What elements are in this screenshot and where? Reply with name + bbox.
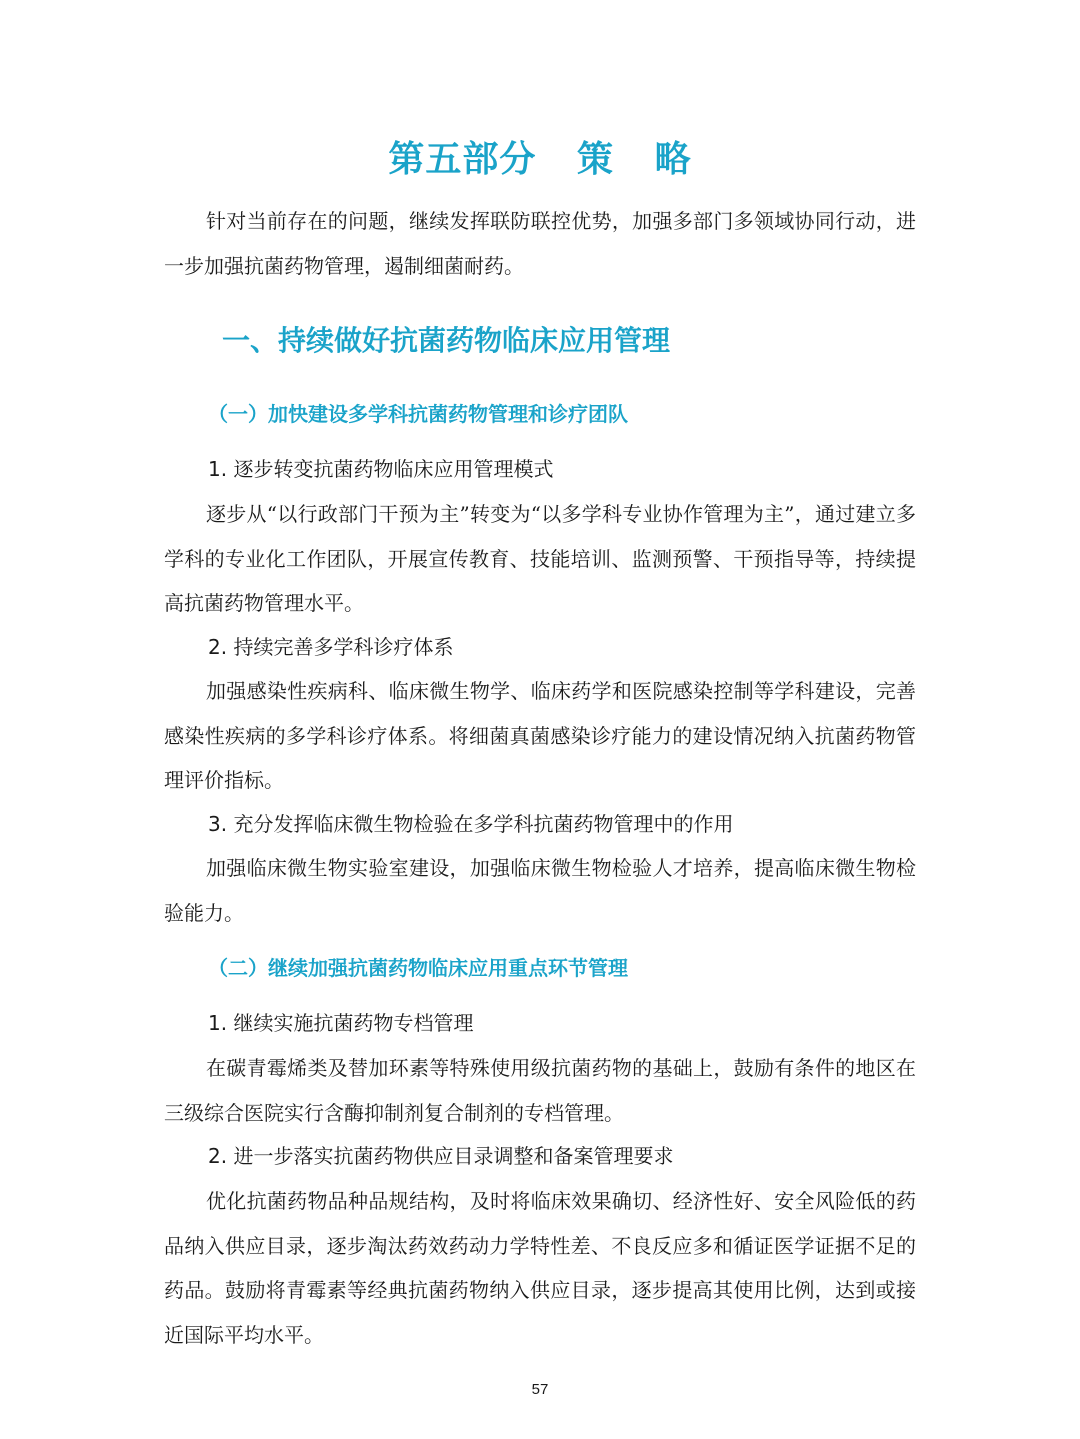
section-heading: 一、持续做好抗菌药物临床应用管理 [222, 324, 671, 357]
part-title: 第五部分 策 略 [388, 139, 692, 180]
item-body: 加强感染性疾病科、临床微生物学、临床药学和医院感染控制等学科建设，完善感染性疾病的多学科诊疗体系。将细菌真菌感染诊疗能力的建设情况纳入抗菌药物管理评价指标。 [164, 679, 916, 792]
subsection-heading: （二）继续加强抗菌药物临床应用重点环节管理 [208, 956, 628, 980]
item-body: 逐步从“以行政部门干预为主”转变为“以多学科专业协作管理为主”，通过建立多学科的专业化工作团队，开展宣传教育、技能培训、监测预警、干预指导等，持续提高抗菌药物管理水平。 [164, 502, 916, 615]
item-heading: 2. 进一步落实抗菌药物供应目录调整和备案管理要求 [208, 1144, 674, 1168]
item-heading: 2. 持续完善多学科诊疗体系 [208, 635, 454, 659]
item-body: 在碳青霉烯类及替加环素等特殊使用级抗菌药物的基础上，鼓励有条件的地区在三级综合医院实行含酶抑制剂复合制剂的专档管理。 [164, 1056, 916, 1125]
item-heading: 1. 逐步转变抗菌药物临床应用管理模式 [208, 457, 554, 481]
subsection-heading: （一）加快建设多学科抗菌药物管理和诊疗团队 [208, 402, 628, 426]
item-heading: 1. 继续实施抗菌药物专档管理 [208, 1011, 474, 1035]
intro-paragraph: 针对当前存在的问题，继续发挥联防联控优势，加强多部门多领域协同行动，进一步加强抗菌药物管理，遏制细菌耐药。 [164, 209, 916, 278]
item-body: 优化抗菌药物品种品规结构，及时将临床效果确切、经济性好、安全风险低的药品纳入供应目录，逐步淘汰药效药动力学特性差、不良反应多和循证医学证据不足的药品。鼓励将青霉素等经典抗菌药物纳入供应目录，逐步提高其使用比例，达到或接近国际平均水平。 [164, 1189, 916, 1347]
item-body: 加强临床微生物实验室建设，加强临床微生物检验人才培养，提高临床微生物检验能力。 [164, 856, 916, 925]
page-number: 57 [531, 1381, 549, 1398]
item-heading: 3. 充分发挥临床微生物检验在多学科抗菌药物管理中的作用 [208, 812, 734, 836]
